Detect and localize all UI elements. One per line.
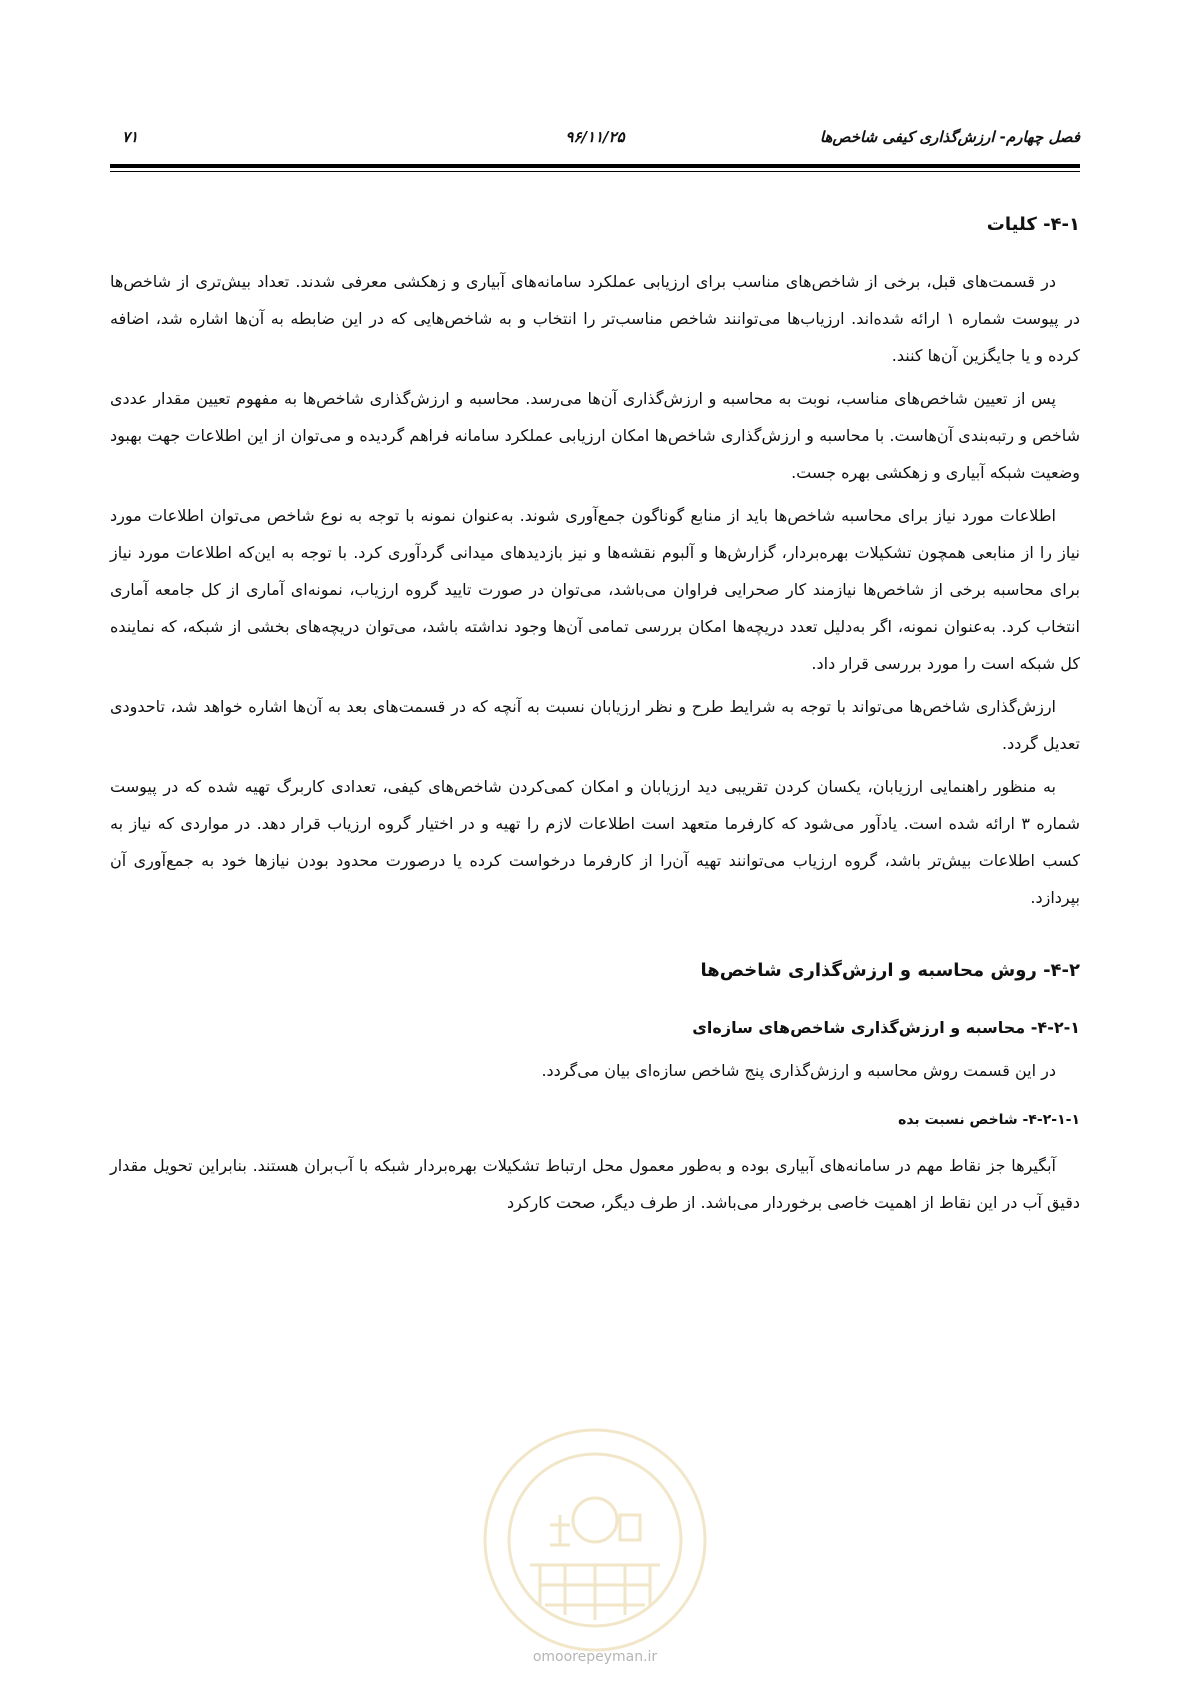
section-heading-method: ۴-۲- روش محاسبه و ارزش‌گذاری شاخص‌ها	[700, 960, 1080, 981]
page-number: ۷۱	[122, 128, 139, 146]
section-heading-general: ۴-۱- کلیات	[986, 214, 1080, 235]
paragraph: در قسمت‌های قبل، برخی از شاخص‌های مناسب برای ارزیابی عملکرد سامانه‌های آبیاری و زهکشی معرفی شدند. تعداد بیش‌تری از شاخص‌ها در پیوست شماره ۱ ارائه شده‌اند. ارزیاب‌ها می‌توانند شاخص مناسب‌تر را انتخاب و به شاخص‌هایی که در این ضابطه به آن‌ها اشاره شد، اضافه کرده و یا جایگزین آن‌ها کنند.	[110, 272, 1081, 365]
subsection-heading-structural: ۴-۲-۱- محاسبه و ارزش‌گذاری شاخص‌های سازه‌ای	[692, 1018, 1080, 1037]
paragraph: به منظور راهنمایی ارزیابان، یکسان کردن تقریبی دید ارزیابان و امکان کمی‌کردن شاخص‌های کیفی، تعدادی کاربرگ تهیه شده که در پیوست شماره ۳ ارائه شده است. یادآور می‌شود که کارفرما متعهد است اطلاعات لازم را تهیه و در اختیار گروه ارزیاب قرار دهد. در مواردی که نیاز به کسب اطلاعات بیش‌تر باشد، گروه ارزیاب می‌توانند تهیه آن‌را از کارفرما درخواست کرده یا درصورت محدود بودن نیازها خود به جمع‌آوری آن بپردازد.	[110, 777, 1080, 907]
paragraph: آبگیرها جز نقاط مهم در سامانه‌های آبیاری بوده و به‌طور معمول محل ارتباط تشکیلات بهره‌بردار شبکه با آب‌بران هستند. بنابراین تحویل مقدار دقیق آب در این نقاط از اهمیت خاصی برخوردار می‌باشد. از طرف دیگر، صحت کارکرد	[110, 1156, 1080, 1212]
paragraph: پس از تعیین شاخص‌های مناسب، نوبت به محاسبه و ارزش‌گذاری آن‌ها می‌رسد. محاسبه و ارزش‌گذاری شاخص‌ها به مفهوم تعیین مقدار عددی شاخص و رتبه‌بندی آن‌هاست. با محاسبه و ارزش‌گذاری شاخص‌ها امکان ارزیابی عملکرد سامانه فراهم گردیده و می‌توان از این اطلاعات جهت بهبود وضعیت شبکه آبیاری و زهکشی بهره جست.	[110, 389, 1080, 482]
paragraph: اطلاعات مورد نیاز برای محاسبه شاخص‌ها باید از منابع گوناگون جمع‌آوری شوند. به‌عنوان نمونه با توجه به نوع شاخص می‌توان اطلاعات مورد نیاز را از منابعی همچون تشکیلات بهره‌بردار، گزارش‌ها و آلبوم نقشه‌ها و نیز بازدیدهای میدانی گردآوری کرد. با توجه به این‌که اطلاعات مورد نیاز برای محاسبه برخی از شاخص‌ها نیازمند کار صحرایی فراوان می‌باشد، می‌توان در صورت تایید گروه ارزیاب، نمونه‌ای آماری از کل جامعه آماری انتخاب کرد. به‌عنوان نمونه، اگر به‌دلیل تعدد دریچه‌ها امکان بررسی تمامی آن‌ها وجود نداشته باشد، می‌توان دریچه‌های بخشی از شبکه، که نماینده کل شبکه است را مورد بررسی قرار داد.	[110, 506, 1080, 673]
chapter-title: فصل چهارم- ارزش‌گذاری کیفی شاخص‌ها	[819, 128, 1080, 146]
watermark-url: omoorepeyman.ir	[532, 1649, 658, 1665]
paragraph: در این قسمت روش محاسبه و ارزش‌گذاری پنج شاخص سازه‌ای بیان می‌گردد.	[541, 1061, 1056, 1080]
header-rule-thick	[110, 164, 1080, 168]
page-content	[110, 210, 1080, 1221]
header-date: ۹۶/۱۱/۲۵	[565, 128, 625, 146]
paragraph: ارزش‌گذاری شاخص‌ها می‌تواند با توجه به شرایط طرح و نظر ارزیابان نسبت به آنچه که در قسمت‌های بعد به آن‌ها اشاره خواهد شد، تاحدودی تعدیل گردد.	[110, 697, 1080, 753]
page-header	[110, 128, 1080, 158]
watermark-seal-icon	[470, 1415, 720, 1665]
subsubsection-heading-delivery-ratio: ۴-۲-۱-۱- شاخص نسبت بده	[898, 1112, 1080, 1128]
header-rule-thin	[110, 171, 1080, 172]
